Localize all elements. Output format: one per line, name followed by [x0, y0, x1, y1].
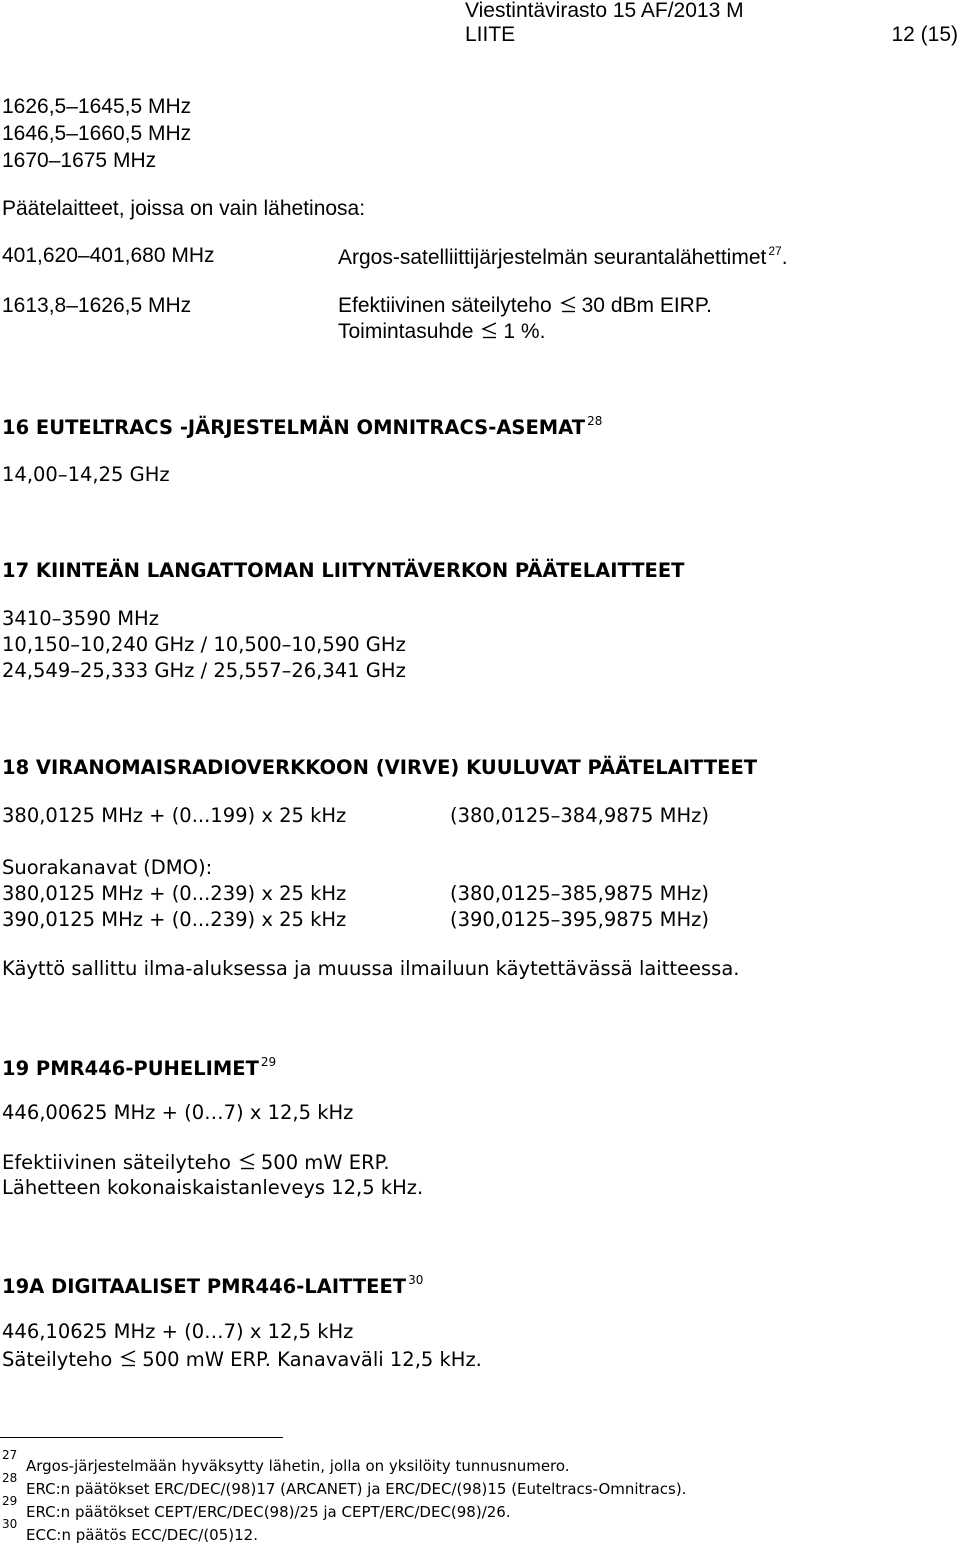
frequency-description: Argos-satelliittijärjestelmän seurantalähettimet $^{27}$.	[338, 244, 788, 269]
frequency-line: 380,0125 MHz + (0...199) x 25 kHz	[2, 804, 347, 827]
frequency-line: 14,00–14,25 GHz	[2, 463, 170, 486]
subheading: Suorakanavat (DMO):	[2, 856, 213, 879]
frequency-line: 1626,5–1645,5 MHz	[2, 95, 192, 118]
subtitle: Päätelaitteet, joissa on vain lähetinosa:	[2, 197, 366, 220]
less-or-equal-icon	[120, 1349, 136, 1367]
document-header-label: LIITE	[465, 23, 516, 46]
frequency-line: 380,0125 MHz + (0...239) x 25 kHz	[2, 882, 347, 905]
frequency-line: 3410–3590 MHz	[2, 607, 159, 630]
frequency-range: (390,0125–395,9875 MHz)	[450, 908, 709, 931]
footnote-number: 30	[2, 1517, 18, 1531]
footnote-text: ECC:n päätös ECC/DEC/(05)12.	[26, 1526, 258, 1544]
section-heading: 16 EUTELTRACS -JÄRJESTELMÄN OMNITRACS-ASEMAT $^{28}$	[2, 414, 603, 439]
frequency-range: (380,0125–385,9875 MHz)	[450, 882, 709, 905]
footnote-ref: 27	[768, 244, 782, 258]
frequency-line: 446,10625 MHz + (0…7) x 12,5 kHz	[2, 1320, 354, 1343]
footnote-text: ERC:n päätökset CEPT/ERC/DEC(98)/25 ja CEPT/ERC/DEC(98)/26.	[26, 1503, 511, 1521]
footnote-text: ERC:n päätökset ERC/DEC/(98)17 (ARCANET) ja ERC/DEC/(98)15 (Euteltracs-Omnitracs).	[26, 1480, 687, 1498]
page-number: 12 (15)	[891, 23, 958, 46]
frequency-line: 390,0125 MHz + (0...239) x 25 kHz	[2, 908, 347, 931]
footnote-ref: 28	[587, 414, 603, 428]
frequency-line: 401,620–401,680 MHz	[2, 244, 215, 267]
footnote-ref: 29	[260, 1055, 277, 1069]
less-or-equal-icon	[239, 1152, 255, 1170]
frequency-line: 1670–1675 MHz	[2, 149, 157, 172]
footnote-separator	[0, 1437, 283, 1438]
usage-note: Käyttö sallittu ilma-aluksessa ja muussa ilmailuun käytettävässä laitteessa.	[2, 957, 740, 980]
footnote-number: 27	[2, 1448, 18, 1462]
frequency-line: 24,549–25,333 GHz / 25,557–26,341 GHz	[2, 659, 406, 682]
section-heading: 19 PMR446-PUHELIMET $^{29}$	[2, 1055, 277, 1080]
frequency-line: 1646,5–1660,5 MHz	[2, 122, 192, 145]
frequency-line: 446,00625 MHz + (0…7) x 12,5 kHz	[2, 1101, 354, 1124]
section-heading: 17 KIINTEÄN LANGATTOMAN LIITYNTÄVERKON PÄÄTELAITTEET	[2, 559, 685, 582]
section-heading: 19A DIGITAALISET PMR446-LAITTEET $^{30}$	[2, 1273, 424, 1298]
footnote-number: 28	[2, 1471, 18, 1485]
footnote-text: Argos-järjestelmään hyväksytty lähetin, jolla on yksilöity tunnusnumero.	[26, 1457, 570, 1475]
frequency-description: Efektiivinen säteilyteho 30 dBm EIRP.	[338, 294, 712, 317]
less-or-equal-icon	[560, 295, 576, 313]
frequency-description: Toimintasuhde 1 %.	[338, 320, 546, 343]
footnote-ref: 30	[408, 1273, 424, 1287]
frequency-range: (380,0125–384,9875 MHz)	[450, 804, 709, 827]
document-header-agency: Viestintävirasto 15 AF/2013 M	[465, 0, 744, 22]
less-or-equal-icon	[481, 321, 497, 339]
power-line: Efektiivinen säteilyteho 500 mW ERP.	[2, 1151, 390, 1174]
section-heading: 18 VIRANOMAISRADIOVERKKOON (VIRVE) KUULUVAT PÄÄTELAITTEET	[2, 756, 758, 779]
footnote-number: 29	[2, 1494, 18, 1508]
frequency-line: 10,150–10,240 GHz / 10,500–10,590 GHz	[2, 633, 406, 656]
power-line: Säteilyteho 500 mW ERP. Kanavaväli 12,5 kHz.	[2, 1348, 482, 1371]
frequency-line: 1613,8–1626,5 MHz	[2, 294, 192, 317]
bandwidth-line: Lähetteen kokonaiskaistanleveys 12,5 kHz.	[2, 1176, 424, 1199]
